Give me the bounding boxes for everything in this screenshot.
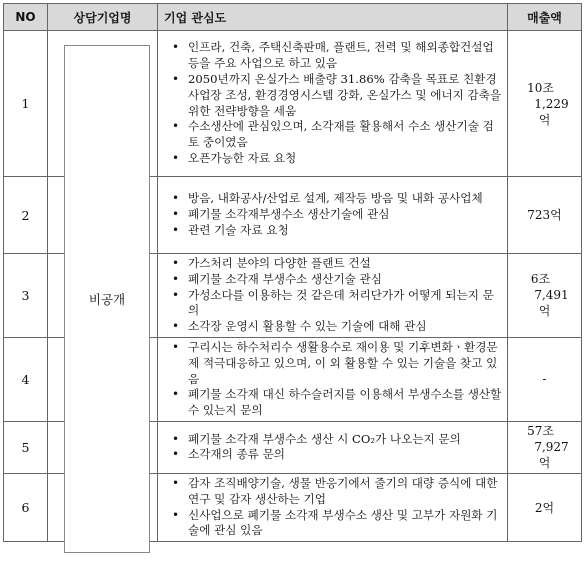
interest-item: • 신사업으로 폐기물 소각재 부생수소 생산 및 고부가 자원화 기술에 관심 있음 (166, 508, 503, 540)
interest-item: • 인프라, 건축, 주택신축판매, 플랜트, 전력 및 해외종합건설업 등을 주요 사업으로 하고 있음 (166, 40, 503, 72)
interest-list (166, 340, 503, 419)
interest-cell (158, 473, 508, 541)
header-company: 상담기업명 (48, 4, 158, 31)
revenue-cell (508, 473, 582, 541)
redaction-label: 비공개 (88, 292, 126, 307)
row-number: 1 (4, 31, 48, 177)
interest-item: • 관련 기술 자료 요청 (166, 223, 503, 239)
interest-item: • 오픈가능한 자료 요청 (166, 151, 503, 167)
revenue-cell (508, 31, 582, 177)
interest-item: • 방음, 내화공사/산업로 설계, 제작등 방음 및 내화 공사업체 (166, 191, 503, 207)
revenue-cell (508, 421, 582, 473)
interest-item: • 2050년까지 온실가스 배출량 31.86% 감축을 목표로 친환경 사업장 조성, 환경경영시스템 강화, 온실가스 및 에너지 감축을 위한 전략방향을 세움 (166, 72, 503, 119)
interest-item: • 감자 조직배양기술, 생물 반응기에서 줄기의 대량 증식에 대한 연구 및 감자 생산하는 기업 (166, 476, 503, 508)
revenue-cell (508, 337, 582, 421)
interest-list (166, 40, 503, 166)
interest-item: • 폐기물 소각재 부생수소 생산기술 관심 (166, 272, 503, 288)
header-revenue: 매출액 (508, 4, 582, 31)
revenue-line: 억 (538, 112, 551, 127)
revenue-line: 2억 (534, 500, 555, 515)
header-no: NO (4, 4, 48, 31)
revenue-line: 억 (538, 304, 551, 319)
interest-item: • 폐기물 소각재 대신 하수슬러지를 이용해서 부생수소를 생산할 수 있는지 문의 (166, 387, 503, 419)
interest-item: • 폐기물 소각재 부생수소 생산 시 CO₂가 나오는지 문의 (166, 432, 503, 448)
interest-cell (158, 254, 508, 338)
interest-item: • 구리시는 하수처리수 생활용수로 재이용 및 기후변화ㆍ환경문제 적극대응하고 있으며, 이 외 활용할 수 있는 기술을 찾고 있음 (166, 340, 503, 387)
interest-item: • 소각장 운영시 활용할 수 있는 기술에 대해 관심 (166, 319, 503, 335)
interest-item: • 가성소다를 이용하는 것 같은데 처리단가가 어떻게 되는지 문의 (166, 288, 503, 320)
revenue-line: 723억 (527, 208, 562, 222)
revenue-line: 억 (538, 456, 551, 471)
revenue-line: 1,229 (534, 96, 569, 111)
row-number: 3 (4, 254, 48, 338)
interest-item: • 수소생산에 관심있으며, 소각재를 활용해서 수소 생산기술 검토 중이였음 (166, 119, 503, 151)
header-interest: 기업 관심도 (158, 4, 508, 31)
revenue-line: 10조 (527, 80, 554, 95)
interest-list (166, 432, 503, 464)
row-number: 4 (4, 337, 48, 421)
interest-cell (158, 177, 508, 254)
interest-cell (158, 421, 508, 473)
revenue-line: - (542, 372, 547, 387)
redaction-box (64, 45, 150, 553)
interest-cell (158, 337, 508, 421)
interest-item: • 소각재의 종류 문의 (166, 447, 503, 463)
interest-list (166, 191, 503, 238)
interest-cell (158, 31, 508, 177)
interest-item: • 가스처리 분야의 다양한 플랜트 건설 (166, 256, 503, 272)
row-number: 2 (4, 177, 48, 254)
revenue-cell (508, 177, 582, 254)
interest-item: • 폐기물 소각재부생수소 생산기술에 관심 (166, 207, 503, 223)
table-header-row (4, 4, 582, 31)
revenue-line: 6조 (530, 272, 551, 287)
interest-list (166, 256, 503, 335)
revenue-line: 7,927 (534, 440, 569, 455)
row-number: 5 (4, 421, 48, 473)
row-number: 6 (4, 473, 48, 541)
revenue-cell (508, 254, 582, 338)
revenue-line: 7,491 (534, 288, 569, 303)
revenue-line: 57조 (527, 424, 554, 439)
interest-list (166, 476, 503, 539)
